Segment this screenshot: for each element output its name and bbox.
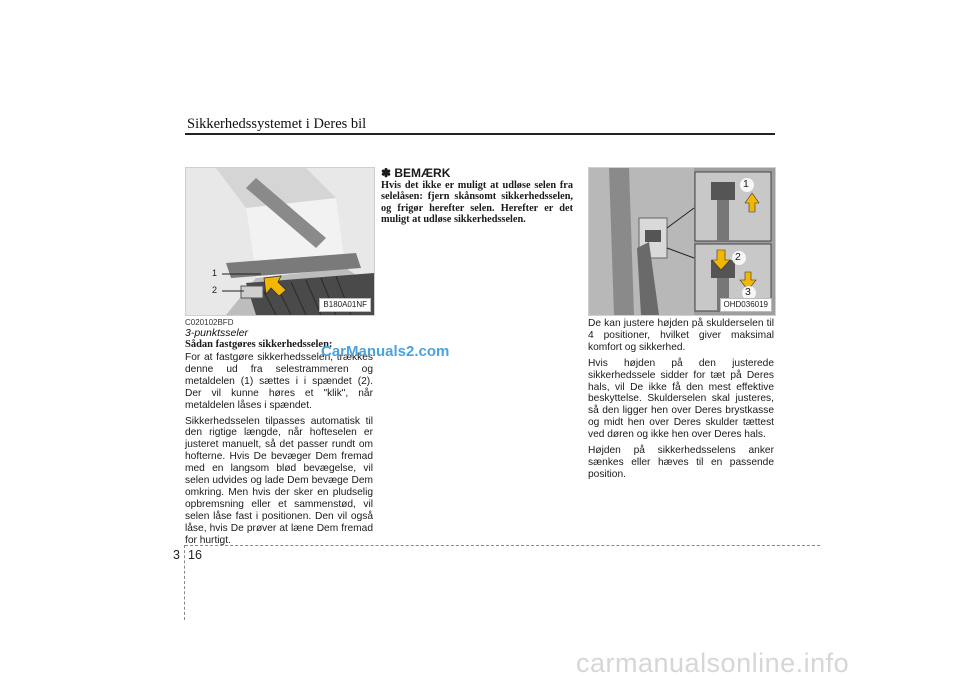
callout-2: 2: [212, 285, 218, 295]
seatbelt-buckle-figure: [185, 167, 375, 316]
site-watermark: carmanualsonline.info: [576, 648, 850, 678]
height-adjuster-figure: [588, 167, 776, 316]
page-number: 16: [188, 548, 202, 562]
section-heading: Sådan fastgøres sikkerhedsselen:: [185, 339, 333, 350]
paragraph: De kan justere højden på skulderselen til 4 positioner, hvilket giver maksimal komfort og sikkerhed.: [588, 318, 774, 353]
paragraph: For at fastgøre sikkerhedsselen, trækkes denne ud fra selestrammeren og metaldelen (1) sættes i i spændet (2). Der vil kunne høres et "klik", når metaldelen låses i spændet.: [185, 352, 373, 411]
watermark-link[interactable]: CarManuals2.com: [321, 343, 450, 360]
chapter-number: 3: [173, 548, 180, 562]
section-subtitle: 3-punktsseler: [185, 327, 249, 339]
paragraph: Højden på sikkerhedsselens anker sænkes eller hæves til en passende position.: [588, 445, 774, 480]
callout-3: 3: [745, 286, 751, 298]
page-header-title: Sikkerhedssystemet i Deres bil: [187, 116, 367, 132]
callout-1: 1: [212, 268, 218, 278]
section-code: C020102BFD: [185, 318, 234, 327]
figure-code: B180A01NF: [319, 298, 371, 312]
right-body-text: [588, 318, 774, 485]
footer-rule: [185, 545, 820, 546]
footer-divider: [184, 545, 185, 620]
figure-code: OHD036019: [720, 298, 772, 312]
note-body: Hvis det ikke er muligt at udløse selen fra selelåsen: fjern skånsomt sikkerhedsselen, og frigør herefter selen. Herefter er det muligt at udløse sikkerhedsselen.: [381, 180, 573, 225]
callout-2: 2: [735, 251, 741, 263]
note-title: ✽ BEMÆRK: [381, 166, 451, 180]
paragraph: Hvis højden på den justerede sikkerhedssele sidder for tæt på Deres hals, vil De ikke få den mest effektive beskyttelse. Skulderselen skal justeres, så den ligger hen over Deres brystkasse og midt hen over Deres skulder tættest ved døren og ikke hen over Deres hals.: [588, 357, 774, 441]
callout-1: 1: [743, 178, 749, 190]
paragraph: Sikkerhedsselen tilpasses automatisk til den rigtige længde, når hofteselen er justeret manuelt, så det passer rundt om hofterne. Hvis De bevæger Dem fremad med en langsom blød bevægelse, vil selen udvides og lade Dem bevæge Dem omkring. Men hvis der sker en pludselig opbremsning eller et sammenstød, vil selen låse fast i positionen. Den vil også låse, hvis De prøver at læne Dem fremad for hurtigt.: [185, 415, 373, 546]
header-rule: [185, 133, 775, 135]
left-body-text: [185, 352, 373, 551]
